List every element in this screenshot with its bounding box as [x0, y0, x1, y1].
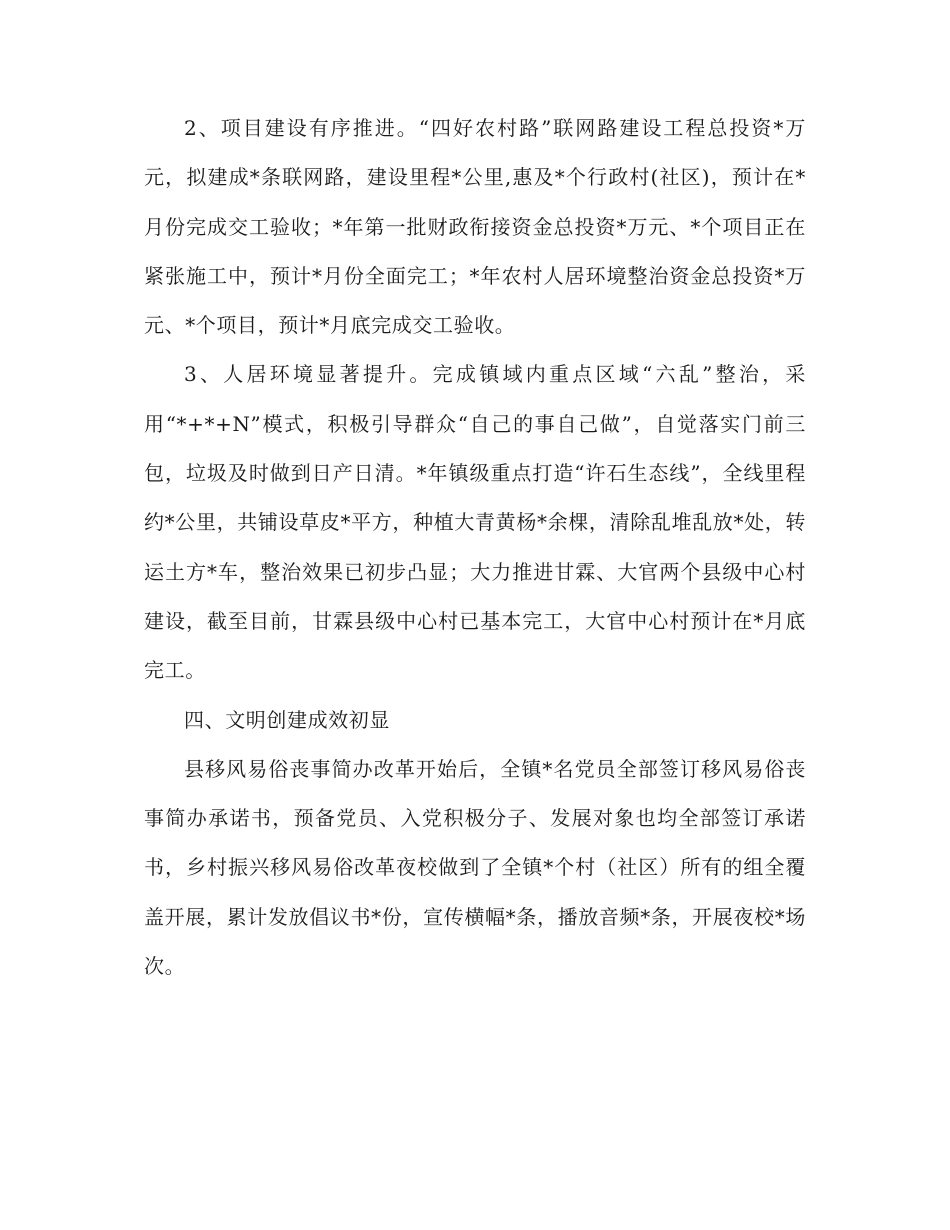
section-heading-civilization: 四、文明创建成效初显: [184, 707, 390, 732]
paragraph-living-environment: 3、人居环境显著提升。完成镇域内重点区域“六乱”整治，采用“*+*+N”模式，积极引导群众“自己的事自己做”，自觉落实门前三包，垃圾及时做到日产日清。*年镇级重点打造“许石生态线”，全线里程约*公里，共铺设草皮*平方，种植大青黄杨*余棵，清除乱堆乱放*处，转运土方*车，整治效果已初步凸显；大力推进甘霖、大官两个县级中心村建设，截至目前，甘霖县级中心村已基本完工，大官中心村预计在*月底完工。: [144, 362, 806, 683]
paragraph-project-construction: 2、项目建设有序推进。“四好农村路”联网路建设工程总投资*万元，拟建成*条联网路，建设里程*公里,惠及*个行政村(社区)，预计在*月份完成交工验收；*年第一批财政衔接资金总投资*万元、*个项目正在紧张施工中，预计*月份全面完工；*年农村人居环境整治资金总投资*万元、*个项目，预计*月底完成交工验收。: [144, 116, 806, 338]
paragraph-customs-reform: 县移风易俗丧事简办改革开始后，全镇*名党员全部签订移风易俗丧事简办承诺书，预备党员、入党积极分子、发展对象也均全部签订承诺书，乡村振兴移风易俗改革夜校做到了全镇*个村（社区）所有的组全覆盖开展，累计发放倡议书*份，宣传横幅*条，播放音频*条，开展夜校*场次。: [144, 756, 806, 979]
document-body: [144, 104, 806, 991]
